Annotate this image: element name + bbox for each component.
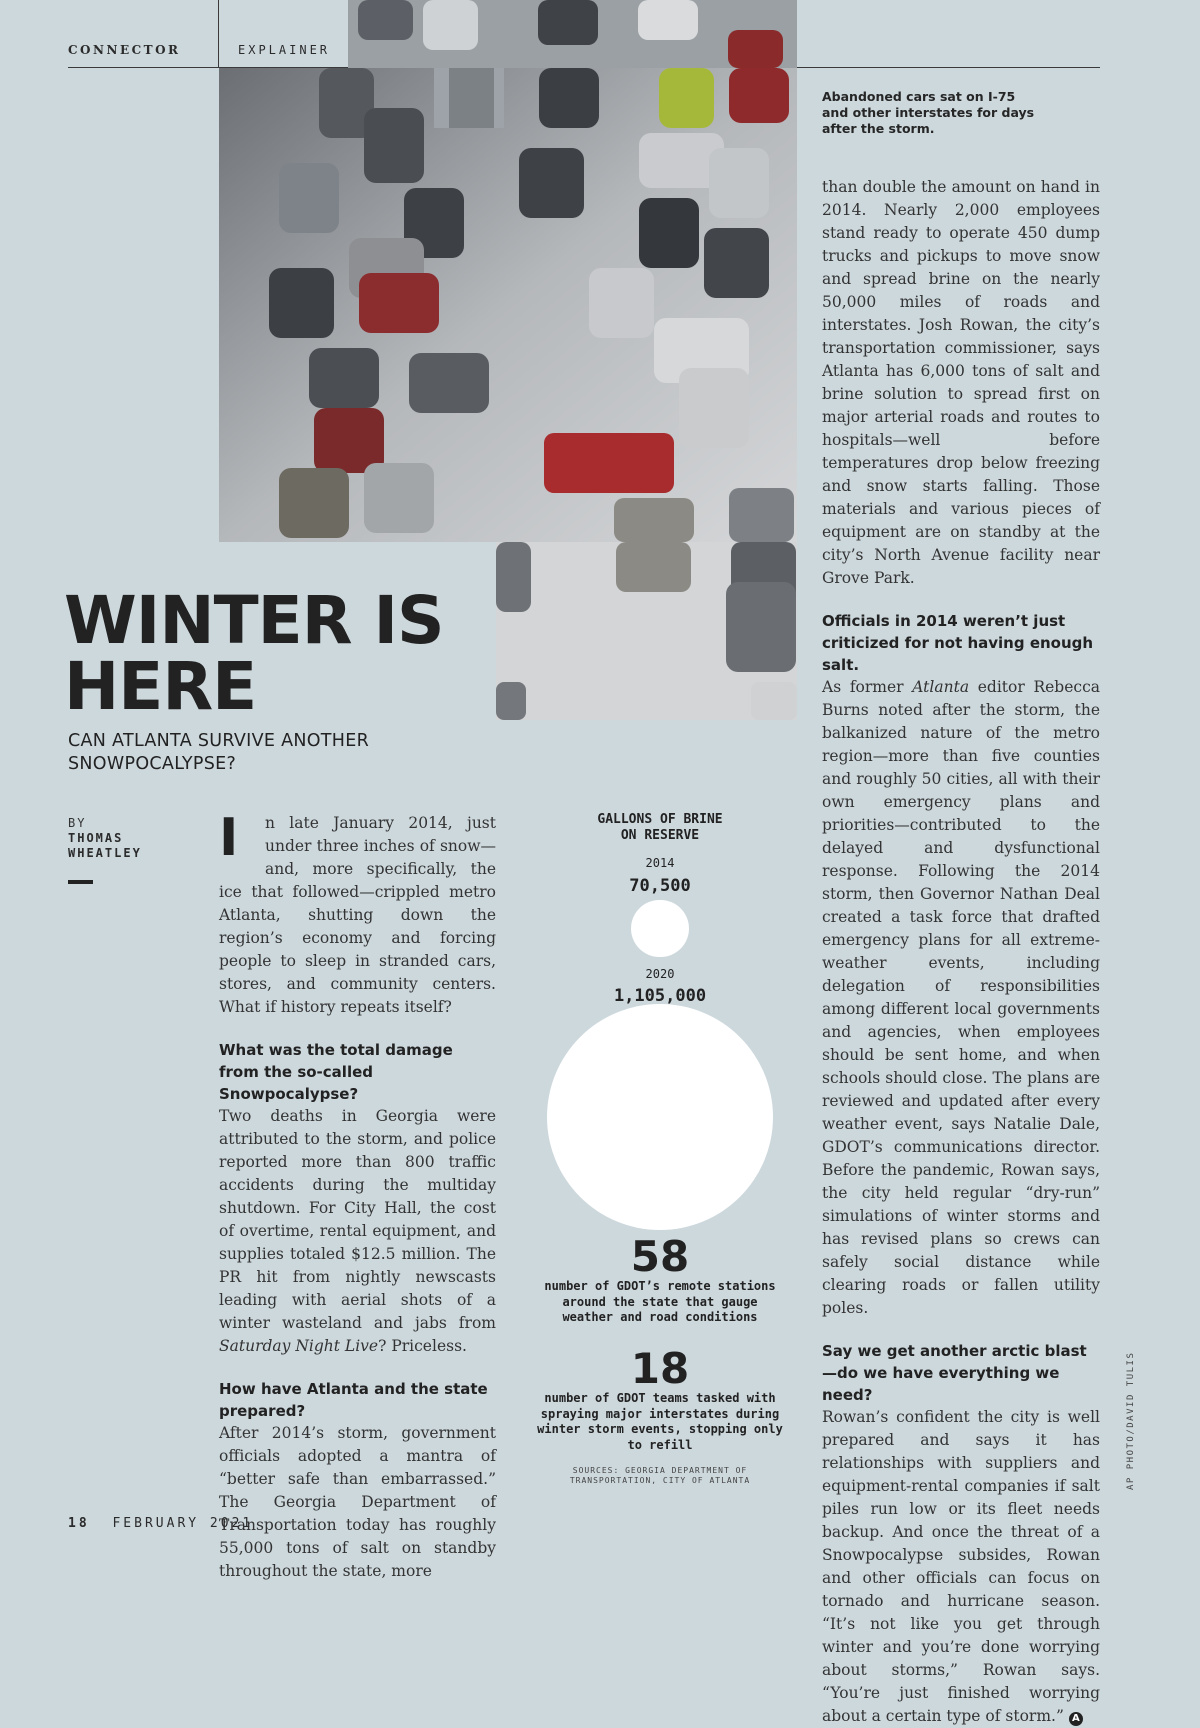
header-separator (218, 0, 219, 68)
infographic-title: GALLONS OF BRINE ON RESERVE (597, 812, 723, 843)
traffic-photo-bottom (496, 542, 797, 720)
question-2: How have Atlanta and the state prepared? (219, 1380, 488, 1420)
question-3: Officials in 2014 weren’t just criticized for not having enough salt. (822, 612, 1094, 674)
answer-1-text: Two deaths in Georgia were attributed to the storm, and police reported more than 800 traffic accidents during the multiday shutdown. For City Hall, the cost of overtime, rental equipment, and supplies totaled $12.5 million. The PR hit from nightly newscasts leading with aerial shots of a winter wasteland and jabs from (219, 1107, 496, 1332)
answer-2-column-1: After 2014’s storm, government officials adopted a mantra of “better safe than embarrassed.” The Georgia Department of Transportation today has roughly 55,000 tons of salt on standby throughout the state, more (219, 1424, 496, 1580)
headline-line-2: HERE (64, 648, 257, 725)
headline-line-1: WINTER IS (64, 582, 444, 659)
answer-1-italic: Saturday Night Live (219, 1337, 379, 1355)
answer-3-italic: Atlanta (912, 678, 970, 696)
answer-3 (822, 676, 1100, 1320)
answer-4 (822, 1406, 1100, 1728)
byline-by: BY (68, 816, 87, 830)
photo-caption: Abandoned cars sat on I-75 and other interstates for days after the storm. (822, 89, 1035, 136)
photo-bottom (496, 542, 797, 720)
lead-paragraph (219, 808, 496, 1019)
byline (68, 816, 142, 861)
subheadline: CAN ATLANTA SURVIVE ANOTHER SNOWPOCALYPSE? (68, 731, 370, 774)
year-2014-label: 2014 (645, 856, 675, 870)
value-2014-label: 70,500 (629, 876, 691, 896)
byline-dash (68, 880, 93, 884)
answer-3-end: editor Rebecca Burns noted after the storm, the balkanized nature of the metro region—more than five counties and roughly 50 cities, all with their own emergency plans and priorities—contributed to the delayed and dysfunctional response. Following the 2014 storm, then Governor Nathan Deal created a task force that drafted emergency plans for all extreme-weather events, including delegation of responsibilities among different local governments and agencies, when employees should be sent home, and when schools should close. The plans are reviewed and updated after every weather event, says Natalie Dale, GDOT’s communications director. Before the pandemic, Rowan says, the city held regular “dry-run” simulations of winter storms and has revised plans so crews can safely social distance while clearing roads or fallen utility poles. (822, 678, 1100, 1317)
brine-2014-circle (631, 900, 688, 957)
year-2020-label: 2020 (645, 967, 675, 982)
answer-3-text: As former (822, 678, 913, 696)
stat-58 (535, 1232, 785, 1326)
headline (64, 582, 484, 725)
answer-1-end: ? Priceless. (378, 1337, 467, 1355)
value-2020-label: 1,105,000 (613, 986, 707, 1007)
answer-4-text: Rowan’s confident the city is well prepared and says it has relationships with suppliers and equipment-rental companies if salt piles run low or its fleet needs backup. And once the threat of a Snowpocalypse subsides, Rowan and other officials can focus on tornado and hurricane season. “It’s not like you get through winter and you’re done worrying about storms,” Rowan says. “You’re just finished worrying about a certain type of storm.” (822, 1408, 1100, 1725)
question-1: What was the total damage from the so-called Snowpocalypse? (219, 1041, 453, 1103)
photo-top (348, 0, 797, 68)
department-label: EXPLAINER (238, 43, 331, 57)
answer-2-column-2: than double the amount on hand in 2014. Nearly 2,000 employees stand ready to operate 450 dump trucks and pickups to move snow and spread brine on the nearly 50,000 miles of roads and interstates. Josh Rowan, the city’s transportation commissioner, says Atlanta has 6,000 tons of salt and brine solution to spread first on major arterial roads and routes to hospitals—well before temperatures drop below freezing and snow starts falling. Those materials and various pieces of equipment are on standby at the city’s North Avenue facility near Grove Park. (822, 178, 1100, 587)
author-first-name: THOMAS (68, 831, 124, 845)
lead-text: n late January 2014, just under three inches of snow—and, more specifically, the ice that followed—crippled metro Atlanta, shutting down the region’s economy and forcing people to sleep in stranded cars, stores, and community centers. What if history repeats itself? (219, 814, 496, 1016)
traffic-photo (219, 68, 797, 542)
section-label: CONNECTOR (68, 43, 181, 57)
issue-date: FEBRUARY 2021 (112, 1516, 254, 1531)
article-column-1 (219, 808, 496, 1583)
stat-18-text: number of GDOT teams tasked with spraying major interstates during winter storm events, stopping only to refill (537, 1391, 783, 1452)
stat-18 (535, 1344, 785, 1453)
drop-cap: I (219, 808, 239, 868)
photo-main (219, 68, 797, 542)
photo-credit: AP PHOTO/DAVID TULIS (1126, 1351, 1136, 1490)
stat-18-number: 18 (630, 1344, 690, 1393)
answer-1 (219, 1105, 496, 1358)
end-mark-icon: A (1069, 1712, 1083, 1726)
stat-58-text: number of GDOT’s remote stations around the state that gauge weather and road conditions (544, 1279, 776, 1324)
page-number: 18 (68, 1516, 90, 1531)
traffic-photo-top (348, 0, 797, 68)
author-last-name: WHEATLEY (68, 846, 142, 860)
brine-2020-circle (547, 1004, 773, 1230)
article-column-3 (822, 176, 1100, 1728)
brine-infographic (535, 812, 785, 1230)
sources-note: SOURCES: GEORGIA DEPARTMENT OF TRANSPORTATION, CITY OF ATLANTA (569, 1466, 751, 1485)
stat-58-number: 58 (630, 1232, 690, 1281)
question-4: Say we get another arctic blast—do we have everything we need? (822, 1342, 1087, 1404)
page-footer (68, 1516, 253, 1531)
